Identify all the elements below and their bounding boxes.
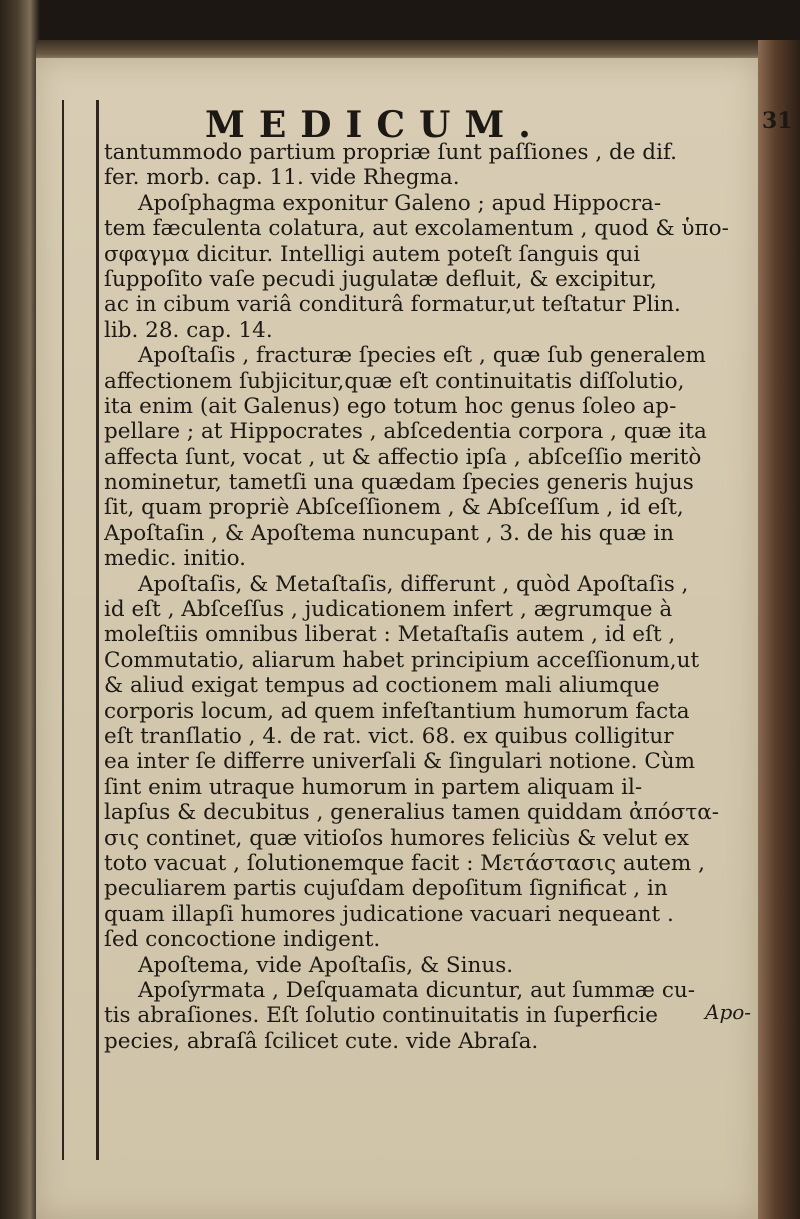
text-line: ſit, quam propriè Abſceſſionem , & Abſceſſum , id eſt, — [104, 495, 684, 521]
running-head: MEDICUM. — [205, 104, 545, 146]
text-line: tem fæculenta colatura, aut excolamentum , quod & ὑπο- — [104, 216, 729, 242]
text-line: σις continet, quæ vitioſos humores feliciùs & velut ex — [104, 825, 689, 851]
text-line: tantummodo partium propriæ ſunt paſſiones , de dif. — [104, 140, 677, 165]
text-line: quam illapſi humores judicatione vacuari nequeant . — [104, 901, 674, 927]
text-line: peculiarem partis cujuſdam depoſitum ſignificat , in — [104, 876, 668, 902]
page-header — [60, 104, 793, 146]
text-line: ita enim (ait Galenus) ego totum hoc genus ſoleo ap- — [104, 393, 677, 419]
body-text — [104, 140, 744, 1054]
text-line: ſed concoctione indigent. — [104, 927, 381, 953]
text-line: Apoſphagma exponitur Galeno ; apud Hippocra- — [138, 190, 662, 216]
text-line: Apoſyrmata , Deſquamata dicuntur, aut ſummæ cu- — [138, 977, 695, 1003]
text-line: tis abraſiones. Eſt ſolutio continuitatis in ſuperficie — [104, 1003, 659, 1029]
page-right-edge — [758, 40, 800, 1219]
text-line: medic. initio. — [104, 546, 246, 572]
text-line: lib. 28. cap. 14. — [104, 317, 273, 343]
text-line: σφαγμα dicitur. Intelligi autem poteſt ſanguis qui — [104, 241, 641, 267]
text-line: nominetur, tametſi una quædam ſpecies generis hujus — [104, 470, 694, 496]
text-line: Apoſtaſis , fracturæ ſpecies eſt , quæ ſub generalem — [138, 343, 706, 369]
text-line: moleſtiis omnibus liberat : Metaſtaſis autem , id eſt , — [104, 622, 676, 648]
text-line: ſint enim utraque humorum in partem aliquam il- — [104, 774, 643, 800]
text-line: toto vacuat , ſolutionemque facit : Μετάστασις autem , — [104, 850, 705, 876]
text-line: ea inter ſe differre univerſali & ſingulari notione. Cùm — [104, 749, 696, 775]
page-number: 31 — [762, 108, 793, 134]
text-line: affectionem ſubjicitur,quæ eſt continuitatis diſſolutio, — [104, 368, 685, 394]
text-line: affecta ſunt, vocat , ut & affectio ipſa , abſceſſio meritò — [104, 444, 702, 470]
text-line: ac in cibum variâ conditurâ formatur,ut teſtatur Plin. — [104, 292, 681, 318]
gutter-rule — [62, 100, 64, 1160]
text-line: Apoſtema, vide Apoſtaſis, & Sinus. — [138, 952, 514, 978]
text-line: corporis locum, ad quem infeſtantium humorum facta — [104, 698, 690, 724]
gutter-rule — [96, 100, 99, 1160]
text-line: pellare ; at Hippocrates , abſcedentia corpora , quæ ita — [104, 419, 707, 445]
text-line: ſuppoſito vaſe pecudi jugulatæ defluit, & excipitur, — [104, 266, 657, 292]
text-line: Commutatio, aliarum habet principium acceſſionum,ut — [104, 647, 700, 673]
text-line: eſt tranſlatio , 4. de rat. vict. 68. ex quibus colligitur — [104, 723, 674, 749]
text-line: lapſus & decubitus , generalius tamen quiddam ἀπόστα- — [104, 800, 720, 826]
text-line: id eſt , Abſceſſus , judicationem infert , ægrumque à — [104, 597, 673, 623]
text-line: pecies, abraſâ ſcilicet cute. vide Abraſa. — [104, 1028, 539, 1054]
text-line: Apoſtaſis, & Metaſtaſis, differunt , quòd Apoſtaſis , — [138, 571, 689, 597]
catchword: Apo- — [705, 1000, 752, 1024]
text-line: Apoſtaſin , & Apoſtema nuncupant , 3. de his quæ in — [104, 520, 675, 546]
text-line: & aliud exigat tempus ad coctionem mali aliumque — [104, 673, 660, 699]
text-line: fer. morb. cap. 11. vide Rhegma. — [104, 165, 460, 191]
